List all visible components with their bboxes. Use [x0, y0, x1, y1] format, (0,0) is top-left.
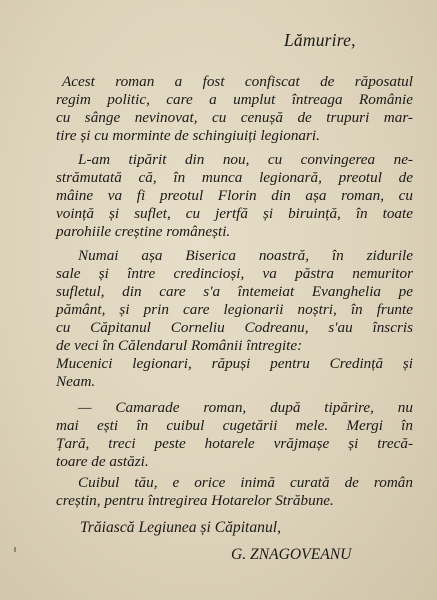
text-line: cu sânge nevinovat, cu cenușă de trupuri mar- [56, 109, 413, 126]
text-line: mai ești în cuibul cugetării mele. Mergi în [56, 417, 413, 434]
text-line: strămutată că, în munca legionară, preotul de [56, 169, 413, 186]
text-line: creștin, pentru întregirea Hotarelor Străbune. [56, 492, 334, 509]
text-line: sale și între credincioși, va păstra nemuritor [56, 265, 413, 282]
text-line: Mucenici legionari, răpuși pentru Credință și [56, 355, 413, 372]
text-line: Cuibul tău, e orice inimă curată de român [78, 474, 413, 491]
text-line: L-am tipărit din nou, cu convingerea ne- [78, 151, 413, 168]
text-line: toare de astăzi. [56, 453, 149, 470]
text-line: Țară, treci peste hotarele vrăjmașe și trecă- [56, 435, 413, 452]
text-line: Numai așa Biserica noastră, în zidurile [78, 247, 413, 264]
text-line: pământ, și prin care legionarii noștri, în frunte [56, 301, 413, 318]
text-line: sufletul, din care s'a întemeiat Evanghelia pe [56, 283, 413, 300]
text-line: mâine va fi preotul Florin din așa roman, cu [56, 187, 413, 204]
print-speck [14, 547, 16, 552]
closing-salutation: Trăiască Legiunea și Căpitanul, [80, 519, 282, 536]
text-line: parohiile creștine românești. [56, 223, 231, 240]
text-line: Acest roman a fost confiscat de răposatul [62, 73, 413, 90]
page-title: Lămurire, [284, 30, 356, 50]
text-line: de veci în Călendarul Românii întregite: [56, 337, 303, 354]
text-line: voință și suflet, cu jertfă și biruință, în toate [56, 205, 413, 222]
text-line: — Camarade roman, după tipărire, nu [78, 399, 413, 416]
text-line: regim politic, care a umplut întreaga Românie [56, 91, 413, 108]
text-line: Neam. [56, 373, 96, 390]
author-signature: G. ZNAGOVEANU [231, 546, 352, 563]
text-line: tire și cu morminte de schingiuiți legionari. [56, 127, 320, 144]
text-line: cu Căpitanul Corneliu Codreanu, s'au înscris [56, 319, 413, 336]
